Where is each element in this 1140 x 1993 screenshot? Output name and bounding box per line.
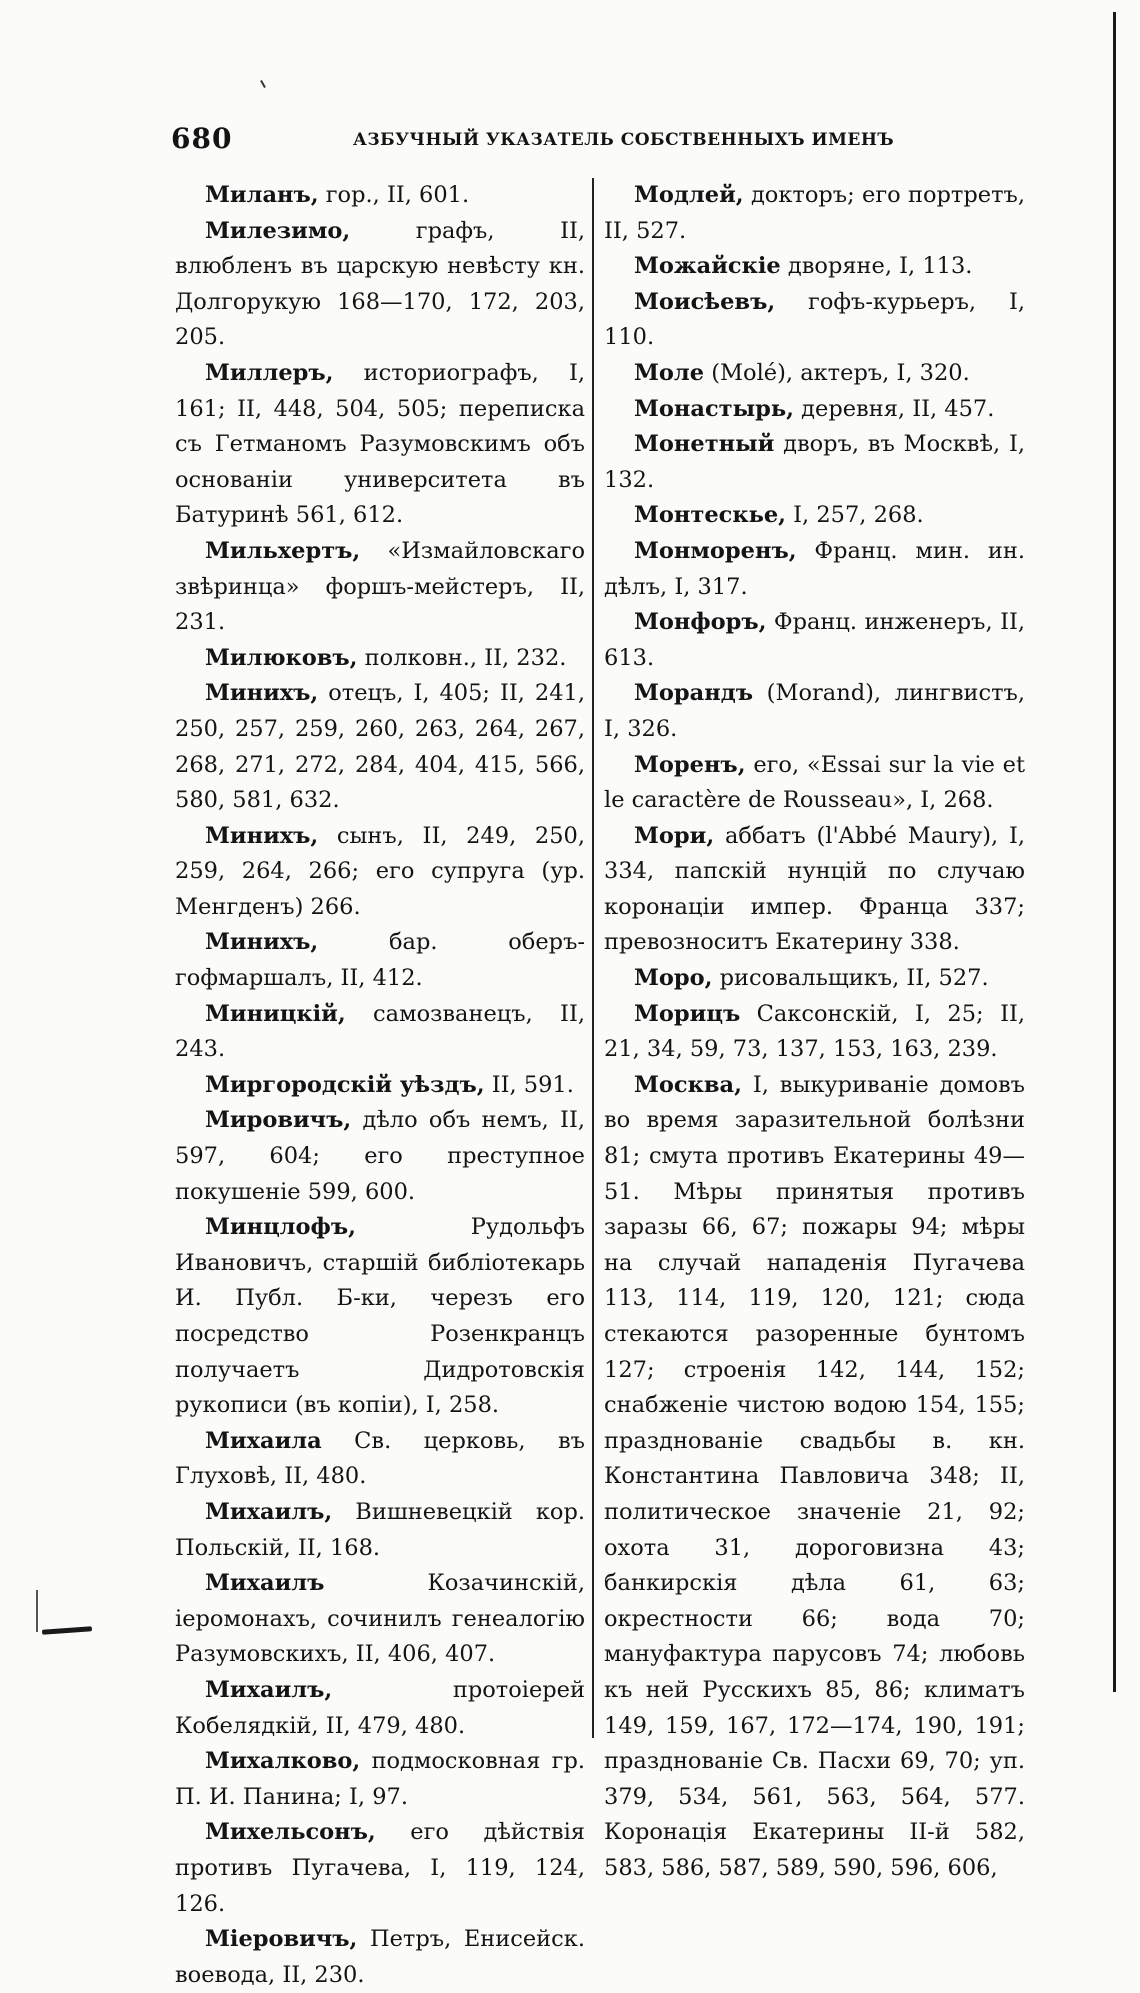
entry-headword: Моисѣевъ,	[634, 288, 776, 315]
index-entry	[175, 997, 585, 1068]
index-entry	[175, 1922, 585, 1993]
index-entry	[175, 819, 585, 926]
entry-headword: Миллеръ,	[205, 359, 334, 386]
entry-text: полковн., II, 232.	[357, 644, 567, 671]
entry-text: (Morand), лингвистъ, I, 326.	[604, 680, 1025, 742]
entry-headword: Моренъ,	[634, 751, 746, 778]
index-entry	[175, 1815, 585, 1922]
entry-headword: Минихъ,	[205, 929, 319, 956]
entry-text: Франц. мин. ин. дѣлъ, I, 317.	[604, 537, 1025, 600]
index-entry	[175, 1068, 585, 1104]
entry-headword: Михалково,	[205, 1748, 361, 1775]
entry-text: Рудольфъ Ивановичъ, старшій библіотекарь И. Публ. Б-ки, черезъ его посредство Розенкранцъ получаетъ Дидротовскія рукописи (въ копіи), I, 258.	[175, 1214, 585, 1419]
entry-text: I, 257, 268.	[786, 502, 924, 529]
entry-headword: Мировичъ,	[205, 1107, 352, 1134]
entry-text: (Molé), актеръ, I, 320.	[704, 359, 970, 386]
index-entry	[604, 819, 1025, 961]
entry-text: I, выкуриваніе домовъ во время заразительной болѣзни 81; смута противъ Екатерины 49—51. Мѣры принятыя противъ заразы 66, 67; пожары 94; мѣры на случай нападенія Пугачева 113, 114, 119, 120, 121; сюда стекаются разоренные бунтомъ 127; строенія 142, 144, 152; снабженіе чистою водою 154, 155; празднованіе свадьбы в. кн. Константина Павловича 348; II, политическое значеніе 21, 92; охота 31, дороговизна 43; банкирскія дѣла 61, 63; окрестности 66; вода 70; мануфактура парусовъ 74; любовь къ ней Русскихъ 85, 86; климатъ 149, 159, 167, 172—174, 190, 191; празднованіе Св. Пасхи 69, 70; уп. 379, 534, 561, 563, 564, 577. Коронація Екатерины II-й 582, 583, 586, 587, 589, 590, 596, 606,	[604, 1071, 1025, 1881]
entry-text: Франц. инженеръ, II, 613.	[604, 609, 1025, 671]
entry-headword: Минихъ,	[205, 822, 319, 849]
index-entry	[604, 392, 1025, 428]
entry-headword: Монетный	[634, 431, 775, 458]
index-entry	[604, 534, 1025, 605]
entry-headword: Моле	[634, 359, 705, 386]
entry-headword: Михельсонъ,	[205, 1819, 376, 1846]
entry-text: докторъ; его портретъ, II, 527.	[604, 182, 1025, 244]
entry-text: дѣло объ немъ, II, 597, 604; его преступное покушеніе 599, 600.	[175, 1107, 585, 1205]
index-entry	[175, 1103, 585, 1210]
entry-text: его дѣйствія противъ Пугачева, I, 119, 124, 126.	[175, 1819, 585, 1917]
index-entry	[175, 1495, 585, 1566]
entry-text: подмосковная гр. П. И. Панина; I, 97.	[175, 1748, 585, 1810]
entry-headword: Монтескье,	[634, 502, 787, 529]
entry-text: историографъ, I, 161; II, 448, 504, 505; переписка съ Гетманомъ Разумовскимъ объ основаніи университета въ Батуринѣ 561, 612.	[175, 359, 585, 529]
entry-headword: Моро,	[634, 965, 713, 992]
entry-headword: Москва,	[634, 1071, 742, 1098]
entry-text: дворяне, I, 113.	[780, 253, 973, 280]
entry-headword: Морицъ	[634, 1000, 741, 1027]
index-entry	[604, 356, 1025, 392]
entry-headword: Монфоръ,	[634, 609, 767, 636]
entry-headword: Михаила	[205, 1427, 322, 1454]
entry-text: отецъ, I, 405; II, 241, 250, 257, 259, 260, 263, 264, 267, 268, 271, 272, 284, 404, 415, 566, 580, 581, 632.	[175, 680, 585, 814]
page-number: 680	[171, 122, 233, 155]
index-entry	[604, 997, 1025, 1068]
entry-headword: Миницкій,	[205, 1000, 346, 1027]
entry-text: Вишневецкій кор. Польскій, II, 168.	[175, 1498, 585, 1561]
index-entry	[175, 178, 585, 214]
entry-text: сынъ, II, 249, 250, 259, 264, 266; его супруга (ур. Менгденъ) 266.	[175, 822, 585, 920]
entry-headword: Минцлофъ,	[205, 1214, 356, 1241]
entry-headword: Монастырь,	[634, 395, 794, 422]
entry-text: бар. оберъ-гофмаршалъ, II, 412.	[175, 929, 585, 992]
entry-headword: Монморенъ,	[634, 537, 797, 564]
index-entry	[604, 178, 1025, 249]
entry-headword: Мори,	[634, 822, 715, 849]
entry-text: его, «Essai sur la vie et le caractère de Rousseau», I, 268.	[604, 751, 1025, 814]
index-entry	[175, 356, 585, 534]
entry-text: гофъ-курьеръ, I, 110.	[604, 288, 1025, 351]
entry-text: рисовальщикъ, II, 527.	[712, 965, 989, 992]
entry-text: Св. церковь, въ Глуховѣ, II, 480.	[175, 1427, 585, 1490]
index-entry	[604, 748, 1025, 819]
index-entry	[604, 1068, 1025, 1887]
entry-text: «Измайловскаго звѣринца» форшъ-мейстеръ, II, 231.	[175, 537, 585, 636]
margin-mark	[36, 1590, 38, 1632]
entry-headword: Модлей,	[634, 182, 744, 208]
entry-headword: Михаилъ,	[205, 1676, 333, 1703]
entry-text: аббатъ (l'Abbé Maury), I, 334, папскій нунцій по случаю коронаціи импер. Франца 337; превозноситъ Екатерину 338.	[604, 822, 1025, 956]
index-entry	[175, 641, 585, 677]
entry-text: графъ, II, влюбленъ въ царскую невѣсту кн. Долгорукую 168—170, 172, 203, 205.	[175, 217, 585, 351]
entry-text: протоіерей Кобелядкій, II, 479, 480.	[175, 1676, 585, 1739]
index-entry	[175, 676, 585, 818]
entry-headword: Миланъ,	[205, 182, 319, 208]
index-entry	[604, 249, 1025, 285]
index-entry	[175, 1744, 585, 1815]
entry-headword: Минихъ,	[205, 680, 319, 707]
index-entry	[175, 1424, 585, 1495]
entry-text: Петръ, Енисейск. воевода, II, 230.	[175, 1926, 585, 1988]
entry-headword: Михаилъ	[205, 1570, 325, 1597]
index-entry	[604, 427, 1025, 498]
index-entry	[175, 214, 585, 356]
index-entry	[175, 925, 585, 996]
entry-headword: Міеровичъ,	[205, 1926, 358, 1953]
margin-dash	[42, 1626, 92, 1634]
index-entry	[604, 676, 1025, 747]
index-column-right	[604, 178, 1025, 1887]
entry-text: гор., II, 601.	[318, 182, 470, 208]
entry-headword: Милюковъ,	[205, 644, 358, 671]
entry-text: Саксонскій, I, 25; II, 21, 34, 59, 73, 137, 153, 163, 239.	[604, 1000, 1025, 1063]
index-column-left	[175, 178, 585, 1993]
entry-headword: Мильхертъ,	[205, 537, 361, 564]
index-entry	[175, 1673, 585, 1744]
index-entry	[175, 534, 585, 641]
entry-text: самозванецъ, II, 243.	[175, 1000, 585, 1063]
entry-text: дворъ, въ Москвѣ, I, 132.	[604, 431, 1025, 493]
page-edge-rule	[1113, 12, 1116, 1692]
index-entry	[175, 1566, 585, 1673]
entry-headword: Морандъ	[634, 680, 753, 707]
entry-headword: Можайскіе	[634, 253, 781, 280]
entry-headword: Миргородскій уѣздъ,	[205, 1071, 485, 1098]
print-speck	[260, 80, 266, 88]
running-title: АЗБУЧНЫЙ УКАЗАТЕЛЬ СОБСТВЕННЫХЪ ИМЕНЪ	[353, 130, 895, 150]
index-entry	[604, 498, 1025, 534]
index-entry	[604, 285, 1025, 356]
entry-headword: Михаилъ,	[205, 1498, 333, 1525]
entry-text: деревня, II, 457.	[794, 395, 995, 422]
index-entry	[604, 605, 1025, 676]
column-divider	[592, 178, 594, 1738]
index-entry	[175, 1210, 585, 1424]
entry-text: II, 591.	[484, 1071, 574, 1098]
index-entry	[604, 961, 1025, 997]
entry-headword: Милезимо,	[205, 217, 351, 244]
entry-text: Козачинскій, іеромонахъ, сочинилъ генеалогію Разумовскихъ, II, 406, 407.	[175, 1570, 585, 1668]
